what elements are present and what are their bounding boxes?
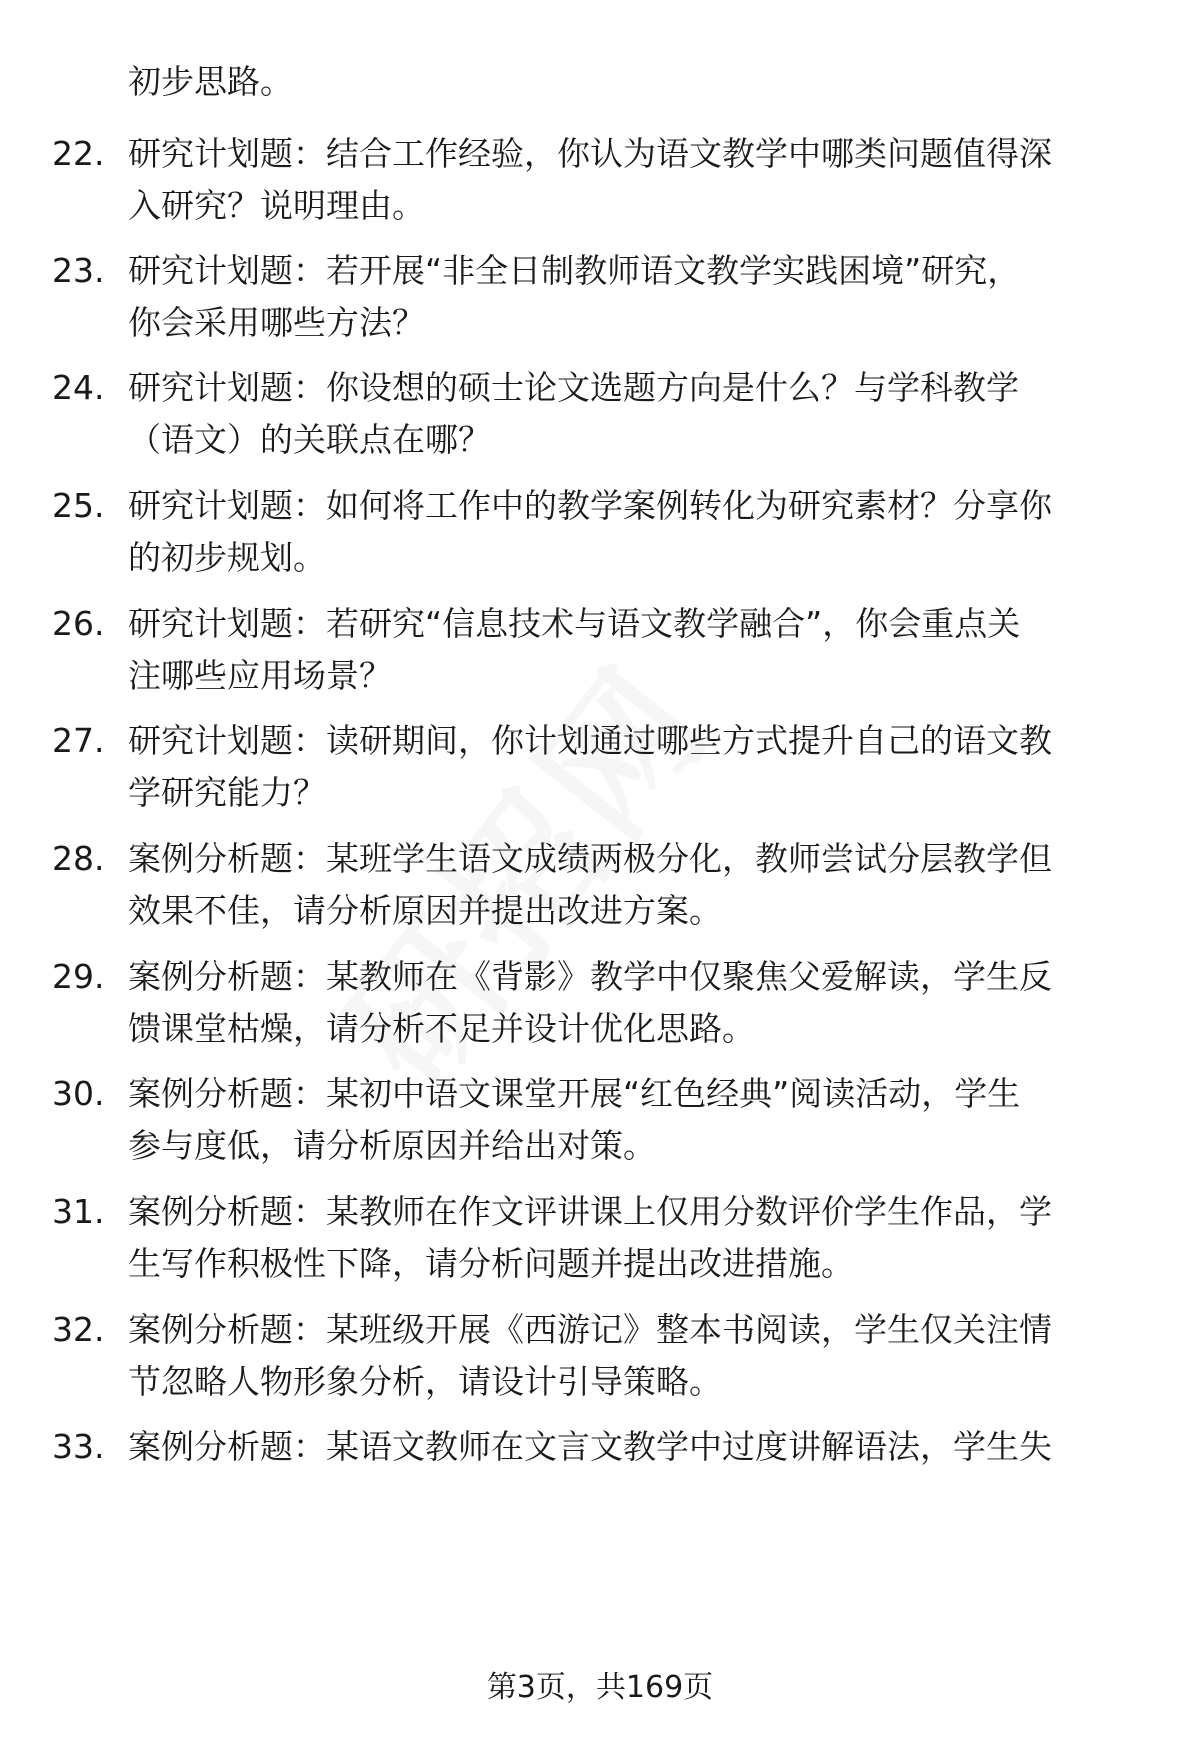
question-number: 33. — [52, 1427, 105, 1466]
question-number: 22. — [52, 134, 105, 173]
question-item — [52, 1068, 1162, 1172]
page-footer: 第3页，共169页 — [486, 1670, 714, 1705]
question-number: 28. — [52, 839, 105, 878]
question-item — [52, 1186, 1162, 1290]
question-number: 32. — [52, 1310, 105, 1349]
continued-text: 初步思路。 — [128, 62, 293, 101]
question-text: 案例分析题：某班学生语文成绩两极分化，教师尝试分层教学但 效果不佳，请分析原因并提出改进方案。 — [128, 839, 1052, 930]
question-text: 案例分析题：某语文教师在文言文教学中过度讲解语法，学生失 — [128, 1427, 1052, 1466]
question-number: 26. — [52, 604, 105, 643]
question-number: 30. — [52, 1074, 105, 1113]
question-text: 案例分析题：某班级开展《西游记》整本书阅读，学生仅关注情 节忽略人物形象分析，请设计引导策略。 — [128, 1310, 1052, 1401]
question-item — [52, 598, 1162, 702]
question-item — [52, 1304, 1162, 1408]
question-text: 案例分析题：某初中语文课堂开展“红色经典”阅读活动，学生 参与度低，请分析原因并给出对策。 — [128, 1074, 1021, 1165]
question-number: 23. — [52, 251, 105, 290]
question-text: 研究计划题：你设想的硕士论文选题方向是什么？与学科教学 （语文）的关联点在哪？ — [128, 368, 1019, 459]
question-text: 研究计划题：若开展“非全日制教师语文教学实践困境”研究， 你会采用哪些方法？ — [128, 251, 1021, 342]
question-item — [52, 951, 1162, 1055]
question-item — [52, 833, 1162, 937]
question-item — [52, 128, 1162, 232]
question-item — [52, 1421, 1162, 1473]
question-item — [52, 245, 1162, 349]
question-text: 案例分析题：某教师在作文评讲课上仅用分数评价学生作品，学 生写作积极性下降，请分析问题并提出改进措施。 — [128, 1192, 1052, 1283]
question-number: 27. — [52, 721, 105, 760]
question-number: 29. — [52, 957, 105, 996]
question-item — [52, 362, 1162, 466]
question-text: 案例分析题：某教师在《背影》教学中仅聚焦父爱解读，学生反 馈课堂枯燥，请分析不足并设计优化思路。 — [128, 957, 1052, 1048]
question-number: 25. — [52, 486, 105, 525]
question-item — [52, 715, 1162, 819]
question-item — [52, 480, 1162, 584]
question-number: 31. — [52, 1192, 105, 1231]
question-text: 研究计划题：若研究“信息技术与语文教学融合”，你会重点关 注哪些应用场景？ — [128, 604, 1021, 695]
question-text: 研究计划题：如何将工作中的教学案例转化为研究素材？分享你 的初步规划。 — [128, 486, 1052, 577]
question-number: 24. — [52, 368, 105, 407]
question-text: 研究计划题：结合工作经验，你认为语文教学中哪类问题值得深 入研究？说明理由。 — [128, 134, 1052, 225]
question-text: 研究计划题：读研期间，你计划通过哪些方式提升自己的语文教 学研究能力？ — [128, 721, 1052, 812]
